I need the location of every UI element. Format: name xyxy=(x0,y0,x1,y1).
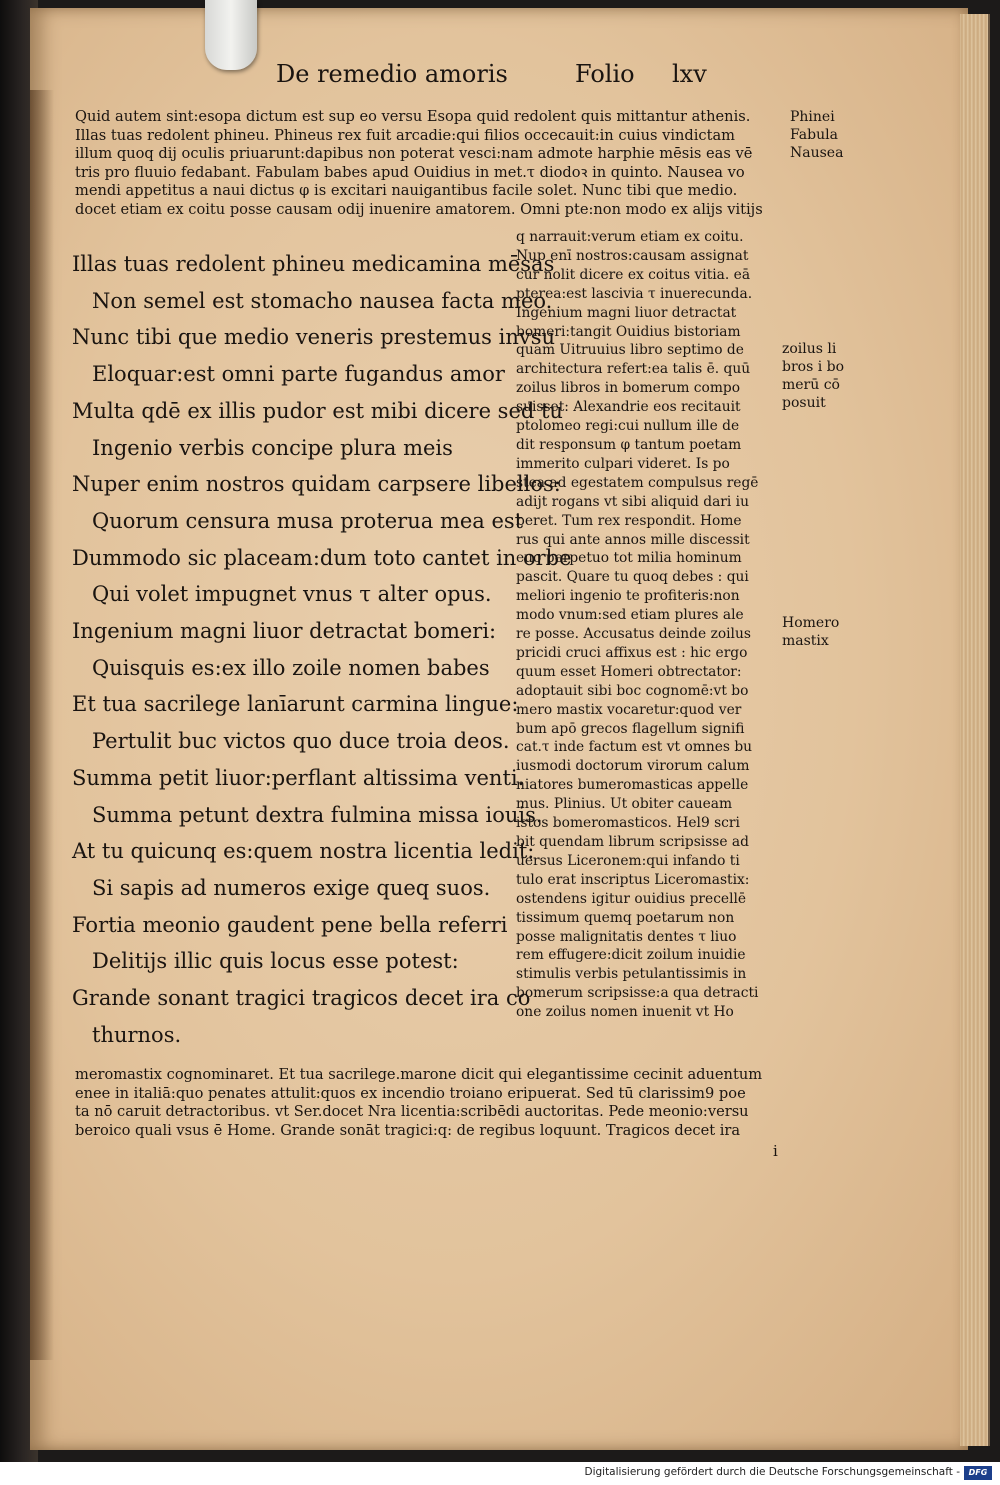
gloss-line: Homero xyxy=(782,615,840,631)
commentary-line: Nup enī nostros:causam assignat xyxy=(516,247,749,264)
gloss-line: zoilus li xyxy=(782,341,837,357)
commentary-line: posse malignitatis dentes τ liuo xyxy=(516,928,737,945)
commentary-line: tulo erat inscriptus Liceromastix: xyxy=(516,871,750,888)
verse-line: Si sapis ad numeros exige queq suos. xyxy=(92,875,491,900)
folio-label: Folio xyxy=(575,60,635,88)
commentary-line: mus. Plinius. Ut obiter caueam xyxy=(516,796,733,813)
footer-bar xyxy=(0,1462,1000,1485)
verse-line: Multa qdē ex illis pudor est mibi dicere sed tu xyxy=(72,398,563,423)
commentary-line: quum esset Homeri obtrectator: xyxy=(516,663,742,680)
margin-gloss-phinei xyxy=(790,108,843,162)
commentary-line: tissimum quemq poetarum non xyxy=(516,909,735,926)
commentary-line: architectura refert:ea talis ē. quū xyxy=(516,361,751,378)
commentary-line: adijt rogans vt sibi aliquid dari iu xyxy=(516,493,749,510)
verse-line: Et tua sacrilege lanīarunt carmina lingue: xyxy=(72,692,519,717)
gloss-line: posuit xyxy=(782,395,826,411)
verse-line: Ingenium magni liuor detractat bomeri: xyxy=(72,619,497,644)
commentary-line: modo vnum:sed etiam plures ale xyxy=(516,607,744,624)
verse-line: thurnos. xyxy=(92,1022,182,1047)
commentary-line: quam Uitruuius libro septimo de xyxy=(516,342,744,359)
commentary-line: illum quoq dij oculis priuarunt:dapibus non poterat vesci:nam admote harphie mēsis eas vē xyxy=(75,145,753,163)
spine-shadow xyxy=(30,90,54,1360)
gloss-line: bros i bo xyxy=(782,359,845,375)
verse-line: Ingenio verbis concipe plura meis xyxy=(92,435,453,460)
commentary-line: bum apō grecos flagellum signifi xyxy=(516,720,745,737)
commentary-line: cat.τ inde factum est vt omnes bu xyxy=(516,739,753,756)
gloss-line: Fabula xyxy=(790,127,838,143)
commentary-line: uersus Liceronem:qui infando ti xyxy=(516,852,740,869)
gloss-line: Nausea xyxy=(790,145,844,161)
commentary-line: ostendens igitur ouidius precellē xyxy=(516,890,747,907)
margin-gloss-homero xyxy=(782,614,839,650)
verse-line: Eloquar:est omni parte fugandus amor xyxy=(92,362,505,387)
verse-line: Illas tuas redolent phineu medicamina mēsas xyxy=(72,252,555,276)
commentary-line: cur nolit dicere ex coitus vitia. eā xyxy=(516,266,751,283)
commentary-line: ptolomeo regi:cui nullum ille de xyxy=(516,418,740,435)
commentary-line: suisset: Alexandrie eos recitauit xyxy=(516,399,741,416)
commentary-line: meromastix cognominaret. Et tua sacrilege.marone dicit qui elegantissime cecinit aduentum xyxy=(75,1066,763,1083)
commentary-line: enee in italiā:quo penates attulit:quos ex incendio troiano eripuerat. Sed tū clarissim9 poe xyxy=(75,1084,746,1102)
running-title: De remedio amoris xyxy=(276,60,508,88)
commentary-line: docet etiam ex coitu posse causam odij inuenire amatorem. Omni pte:non modo ex alijs vitijs xyxy=(75,200,763,218)
commentary-top xyxy=(75,108,775,220)
commentary-line: q narrauit:verum etiam ex coitu. xyxy=(516,229,744,245)
commentary-line: bomeri:tangit Ouidius bistoriam xyxy=(516,323,741,340)
verse-line: Dummodo sic placeam:dum toto cantet in orbe xyxy=(72,545,572,570)
commentary-line: stimulis verbis petulantissimis in xyxy=(516,966,747,983)
plastic-clip xyxy=(205,0,257,70)
commentary-line: Quid autem sint:esopa dictum est sup eo versu Esopa quid redolent quis mittantur athenis. xyxy=(75,108,751,125)
commentary-line: rus qui ante annos mille discessit xyxy=(516,531,750,548)
verse-line: Pertulit buc victos quo duce troia deos. xyxy=(92,729,510,754)
gloss-line: merū cō xyxy=(782,377,840,393)
verse-line: At tu quicunq es:quem nostra licentia ledit: xyxy=(72,839,535,864)
commentary-line: mendi appetitus a naui dictus φ is excitari nauigantibus facile solet. Nunc tibi que medio. xyxy=(75,182,738,200)
verse-line: Summa petit liuor:perflant altissima venti. xyxy=(72,765,525,790)
commentary-line: bomerum scripsisse:a qua detracti xyxy=(516,985,759,1002)
commentary-line: beret. Tum rex respondit. Home xyxy=(516,512,742,529)
commentary-line: re posse. Accusatus deinde zoilus xyxy=(516,626,751,643)
signature-mark: i xyxy=(773,1142,778,1160)
verse-line: Nunc tibi que medio veneris prestemus invsu xyxy=(72,325,556,350)
folio-number: lxv xyxy=(672,60,707,88)
commentary-line: tris pro fluuio fedabant. Fabulam babes apud Ouidius in met.τ diodoꝛ in quinto. Nausea vo xyxy=(75,163,745,181)
verse-line: Delitijs illic quis locus esse potest: xyxy=(92,949,459,974)
commentary-line: zoilus libros in bomerum compo xyxy=(516,380,741,397)
commentary-line: meliori ingenio te profiteris:non xyxy=(516,588,740,605)
commentary-line: dit responsum φ tantum poetam xyxy=(516,436,742,453)
margin-gloss-zoilus xyxy=(782,340,844,412)
gloss-line: mastix xyxy=(782,633,829,649)
commentary-line: ta nō caruit detractoribus. vt Ser.docet Nra licentia:scribēdi auctoritas. Pede meonio:versu xyxy=(75,1103,749,1121)
funding-credit: Digitalisierung gefördert durch die Deutsche Forschungsgemeinschaft - xyxy=(584,1466,960,1478)
commentary-line: rem effugere:dicit zoilum inuidie xyxy=(516,947,746,964)
page-edges xyxy=(960,14,990,1446)
commentary-line: pascit. Quare tu quoq debes : qui xyxy=(516,569,749,586)
gloss-line: Phinei xyxy=(790,109,835,125)
commentary-bottom xyxy=(75,1066,795,1140)
commentary-line: stea ad egestatem compulsus regē xyxy=(516,474,759,491)
commentary-line: beroico quali vsus ē Home. Grande sonāt tragici:q: de regibus loquunt. Tragicos decet ira xyxy=(75,1121,741,1139)
verse-line: Quorum censura musa proterua mea est xyxy=(92,508,524,533)
verse-line: Fortia meonio gaudent pene bella referri xyxy=(72,912,508,937)
commentary-line: mero mastix vocaretur:quod ver xyxy=(516,701,742,718)
commentary-line: iusmodi doctorum virorum calum xyxy=(516,758,750,775)
commentary-line: Illas tuas redolent phineu. Phineus rex fuit arcadie:qui filios occecauit:in cuius vindictam xyxy=(75,126,735,144)
verse-block xyxy=(72,246,572,1053)
commentary-line: one zoilus nomen inuenit vt Ho xyxy=(516,1004,734,1021)
commentary-line: immerito culpari videret. Is po xyxy=(516,455,730,472)
commentary-line: Ingenium magni liuor detractat xyxy=(516,304,737,321)
verse-line: Quisquis es:ex illo zoile nomen babes xyxy=(92,655,490,680)
commentary-line: niatores bumeromasticas appelle xyxy=(516,777,749,794)
verse-line: Summa petunt dextra fulmina missa iouis. xyxy=(92,802,543,827)
commentary-line: pricidi cruci affixus est : hic ergo xyxy=(516,644,748,661)
verse-line: Qui volet impugnet vnus τ alter opus. xyxy=(92,582,492,607)
verse-line: Nuper enim nostros quidam carpsere libellos: xyxy=(72,472,561,497)
commentary-line: adoptauit sibi boc cognomē:vt bo xyxy=(516,682,749,699)
commentary-line: euo perpetuo tot milia hominum xyxy=(516,550,742,567)
commentary-line: istos bomeromasticos. Hel9 scri xyxy=(516,815,740,832)
commentary-right-column xyxy=(516,228,781,1022)
commentary-line: pterea:est lascivia τ inuerecunda. xyxy=(516,285,753,302)
dfg-logo[interactable]: DFG xyxy=(964,1466,992,1480)
verse-line: Grande sonant tragici tragicos decet ira co xyxy=(72,986,531,1011)
verse-line: Non semel est stomacho nausea facta meo. xyxy=(92,288,553,313)
commentary-line: bit quendam librum scripsisse ad xyxy=(516,834,749,850)
